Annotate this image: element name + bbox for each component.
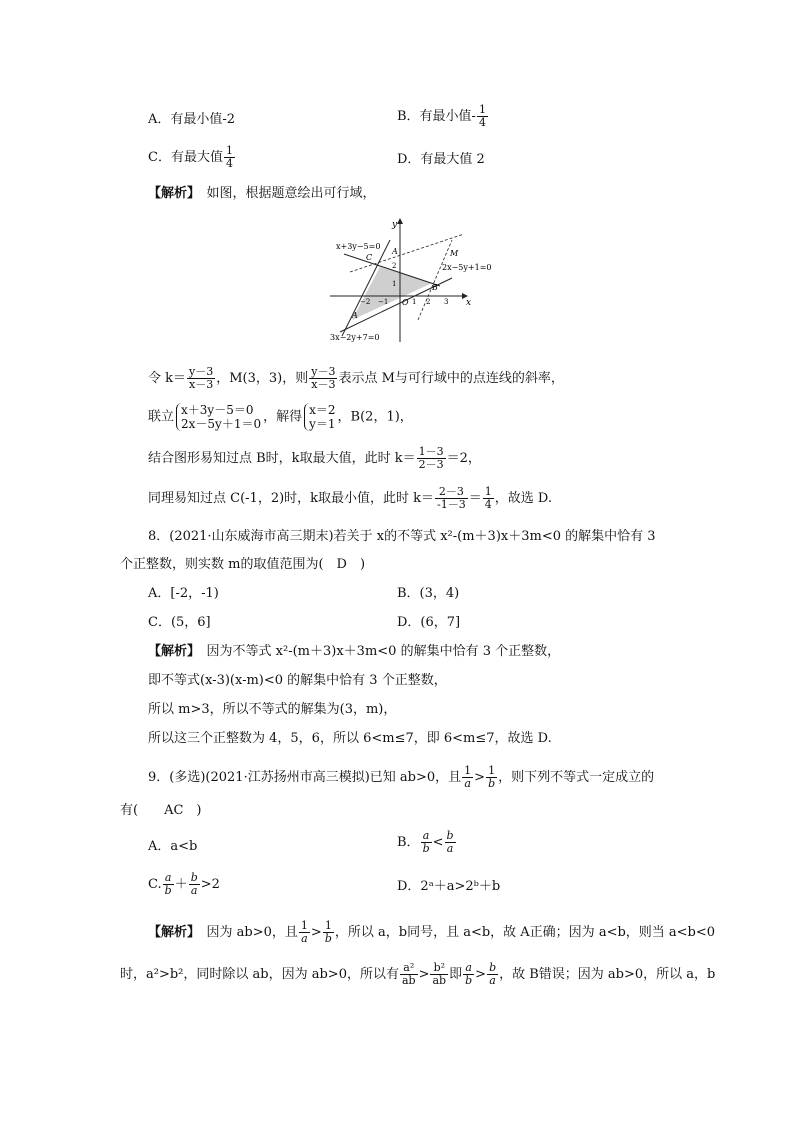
text: ＋ <box>174 877 188 892</box>
solution-system <box>304 403 335 431</box>
analysis-tag: 【解析】 <box>148 925 194 940</box>
numerator: y－3 <box>311 365 336 378</box>
q8-stem-line1: 8．(2021·山东威海市高三期末)若关于 x的不等式 x²-(m＋3)x＋3m<0 的解集中恰有 3 <box>148 529 656 544</box>
text: > <box>474 770 486 785</box>
denominator: -1－3 <box>437 498 466 511</box>
numerator: 1 <box>300 919 308 932</box>
text: 因为不等式 x²-(m＋3)x＋3m<0 的解集中恰有 3 个正整数， <box>206 644 561 659</box>
fraction <box>445 830 456 855</box>
denominator: b <box>324 932 332 945</box>
numerator: 1 <box>478 103 486 116</box>
q7-option-d: D．有最大值 2 <box>397 152 485 167</box>
text: 因为 ab>0，且 <box>206 925 298 940</box>
numerator: y－3 <box>189 365 214 378</box>
fraction <box>483 486 494 511</box>
denominator: b <box>422 842 430 855</box>
analysis-intro-text: 如图，根据题意绘出可行域， <box>206 186 376 201</box>
q9-analysis-line1 <box>148 920 715 945</box>
denominator: a <box>464 777 471 790</box>
point-c-label: C <box>366 253 373 262</box>
denominator: ab <box>401 974 416 987</box>
equation: 2x－5y＋1＝0 <box>181 417 262 431</box>
q8-analysis-line1 <box>148 643 560 661</box>
label-line2: 2x−5y+1=0 <box>442 263 492 272</box>
fraction <box>187 366 215 391</box>
text: ，M(3，3)，则 <box>216 371 309 386</box>
text: 时，a²>b²，同时除以 ab，因为 ab>0，所以有 <box>120 967 399 982</box>
tick-neg2: −2 <box>360 298 371 306</box>
numerator: 1 <box>225 144 233 157</box>
feasible-region-diagram <box>322 216 492 344</box>
text: > <box>310 925 322 940</box>
q8-option-a: A．[-2，-1) <box>148 586 219 601</box>
denominator: b <box>164 884 172 897</box>
fraction <box>400 962 418 987</box>
tick-y2: 2 <box>392 262 397 270</box>
q9-option-b <box>397 830 457 855</box>
fraction <box>309 366 337 391</box>
analysis-tag: 【解析】 <box>148 644 194 659</box>
option-b-text: B．有最小值- <box>397 109 476 124</box>
denominator: 4 <box>484 498 492 511</box>
fraction <box>463 962 474 987</box>
denominator: a <box>301 932 308 945</box>
denominator: x－3 <box>189 378 214 391</box>
text: 同理易知过点 C(-1，2)时，k取最小值，此时 k＝ <box>148 491 435 506</box>
text: ，则下列不等式一定成立的 <box>498 770 655 785</box>
q7-option-b <box>397 104 489 129</box>
tick-2: 2 <box>426 298 431 306</box>
point-m-label: M <box>450 249 459 258</box>
q7-analysis-line4 <box>148 486 552 511</box>
q9-option-c <box>148 872 220 897</box>
origin-label: O <box>402 298 409 307</box>
fraction <box>462 765 473 790</box>
denominator: 2－3 <box>418 458 444 471</box>
text: C. <box>148 877 162 892</box>
y-axis-arrow <box>397 218 403 224</box>
q7-analysis-intro <box>148 185 376 203</box>
numerator: 1－3 <box>418 445 444 458</box>
numerator: b <box>489 961 497 974</box>
q8-option-c: C．(5，6] <box>148 615 211 630</box>
numerator: b <box>190 871 198 884</box>
numerator: 1 <box>323 920 334 933</box>
fraction <box>486 765 497 790</box>
numerator: 1 <box>484 485 492 498</box>
text: 令 k＝ <box>148 371 187 386</box>
x-axis-label: x <box>466 298 472 308</box>
text: > <box>418 967 430 982</box>
point-b-label: B <box>432 283 438 292</box>
text: ，故 B错误；因为 ab>0，所以 a，b <box>499 967 716 982</box>
q8-analysis-line3: 所以 m>3，所以不等式的解集为(3，m)， <box>148 702 397 717</box>
numerator: 1 <box>486 765 497 778</box>
denominator: a <box>190 884 198 897</box>
text: 9．(多选)(2021·江苏扬州市高三模拟)已知 ab>0，且 <box>148 770 462 785</box>
denominator: b <box>465 974 473 987</box>
numerator: b <box>446 829 454 842</box>
q8-stem-line2: 个正整数，则实数 m的取值范围为( D ) <box>120 557 366 572</box>
q9-stem-line2: 有( AC ) <box>120 803 202 818</box>
fraction <box>323 920 334 945</box>
q9-stem-line1 <box>148 765 654 790</box>
denominator: a <box>489 974 496 987</box>
denominator: 4 <box>225 157 233 170</box>
equation-system <box>176 403 261 431</box>
denominator: 4 <box>478 116 486 129</box>
fraction <box>224 145 235 170</box>
text: ＝ <box>468 491 482 506</box>
numerator: a <box>163 872 174 885</box>
analysis-tag: 【解析】 <box>148 186 194 201</box>
fraction <box>299 920 310 945</box>
label-line1: x+3y−5=0 <box>336 242 381 251</box>
text: 即 <box>449 967 463 982</box>
q8-option-b: B．(3，4) <box>397 586 460 601</box>
q8-option-d: D．(6，7] <box>397 615 461 630</box>
denominator: x－3 <box>311 378 336 391</box>
q7-analysis-line1 <box>148 366 564 391</box>
text: ，故选 D. <box>494 491 553 506</box>
tick-y1: 1 <box>392 280 397 288</box>
numerator: a <box>421 830 432 843</box>
text: > <box>475 967 487 982</box>
denominator: ab <box>432 974 447 987</box>
fraction <box>435 486 468 511</box>
equation: y＝1 <box>309 417 336 431</box>
denominator: b <box>488 777 496 790</box>
fraction <box>487 962 498 987</box>
fraction <box>189 872 200 897</box>
text: ，解得 <box>263 409 303 425</box>
text: >2 <box>200 877 220 892</box>
tick-1: 1 <box>412 298 417 306</box>
text: 表示点 M与可行域中的点连线的斜率， <box>338 371 564 386</box>
fraction <box>430 962 448 987</box>
fraction <box>477 104 488 129</box>
text: B． <box>397 835 420 850</box>
denominator: a <box>446 842 454 855</box>
text: < <box>432 835 444 850</box>
tick-neg1: −1 <box>378 298 389 306</box>
text: ＝2， <box>446 451 481 466</box>
numerator: b² <box>430 962 448 975</box>
equation: x＋3y－5＝0 <box>181 403 254 417</box>
q7-analysis-line3 <box>148 446 481 471</box>
point-a-top-label: A <box>392 247 398 256</box>
label-line3: 3x−2y+7=0 <box>330 333 380 342</box>
numerator: 2－3 <box>435 486 468 499</box>
y-axis-label: y <box>392 220 398 230</box>
text: 结合图形易知过点 B时，k取最大值，此时 k＝ <box>148 451 416 466</box>
q8-analysis-line4: 所以这三个正整数为 4，5，6，所以 6<m≤7，即 6<m≤7，故选 D. <box>148 731 552 746</box>
text: 联立 <box>148 409 175 425</box>
text: ，所以 a，b同号，且 a<b，故 A正确；因为 a<b，则当 a<b<0 <box>334 925 716 940</box>
option-c-text: C．有最大值 <box>148 150 223 165</box>
text: ，B(2，1)， <box>337 409 413 425</box>
fraction <box>163 872 174 897</box>
numerator: 1 <box>464 764 472 777</box>
numerator: a² <box>400 962 418 975</box>
q8-analysis-line2: 即不等式(x-3)(x-m)<0 的解集中恰有 3 个正整数， <box>148 673 447 688</box>
equation: x＝2 <box>309 403 336 417</box>
fraction <box>421 830 432 855</box>
q9-analysis-line2 <box>120 962 715 987</box>
point-a-bottom-label: A <box>352 311 358 320</box>
q7-option-a: A．有最小值-2 <box>148 112 236 127</box>
numerator: a <box>463 962 474 975</box>
fraction <box>417 446 446 471</box>
tick-3: 3 <box>444 298 449 306</box>
q9-option-a: A．a<b <box>148 839 198 854</box>
q7-option-c <box>148 145 236 170</box>
q7-analysis-line2 <box>148 403 413 431</box>
q9-option-d: D．2ᵃ＋a>2ᵇ＋b <box>397 879 501 894</box>
